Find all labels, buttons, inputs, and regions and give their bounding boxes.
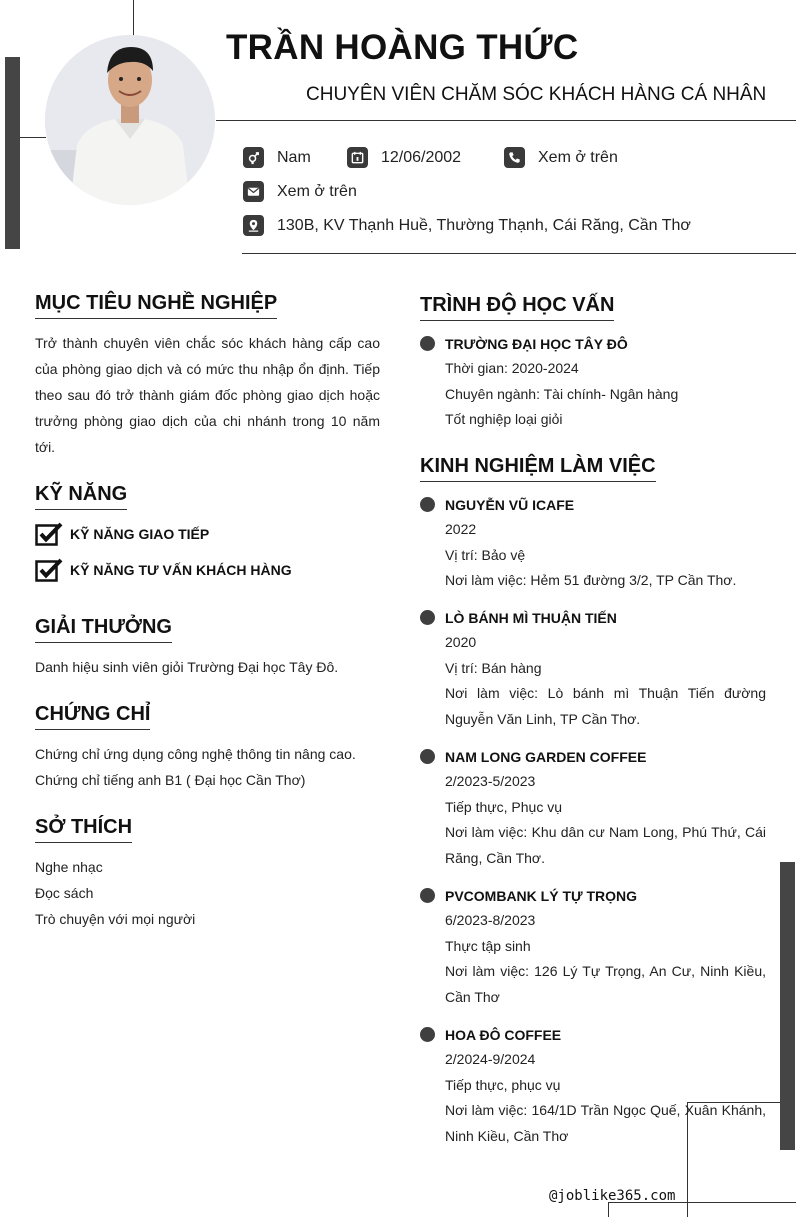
decorative-bar-right	[780, 862, 795, 1150]
work-period: 2/2024-9/2024	[445, 1051, 536, 1067]
experience-entry	[420, 886, 766, 1011]
avatar	[45, 35, 215, 205]
work-place: Nơi làm việc: Hẻm 51 đường 3/2, TP Cần Thơ.	[445, 572, 737, 589]
work-period: 2022	[445, 521, 477, 537]
decorative-bar-left	[5, 57, 20, 249]
header-divider	[216, 120, 796, 121]
profile-photo	[45, 35, 215, 205]
hobbies-heading: SỞ THÍCH	[35, 816, 132, 843]
bullet-dot	[420, 497, 435, 512]
address-value: 130B, KV Thạnh Huề, Thường Thạnh, Cái Răng, Cần Thơ	[277, 216, 691, 234]
work-place: Nơi làm việc: 126 Lý Tự Trọng, An Cư, Ninh Kiều, Cần Thơ	[445, 963, 766, 1006]
experience-heading: KINH NGHIỆM LÀM VIỆC	[420, 455, 656, 482]
contact-address	[243, 215, 691, 236]
experience-entry	[420, 495, 766, 594]
work-role: Tiếp thực, phục vụ	[445, 1076, 561, 1093]
work-period: 2020	[445, 634, 477, 650]
candidate-title: CHUYÊN VIÊN CHĂM SÓC KHÁCH HÀNG CÁ NHÂN	[306, 84, 767, 105]
education-heading: TRÌNH ĐỘ HỌC VẤN	[420, 294, 614, 321]
hobby-item: Trò chuyện với mọi người	[35, 911, 196, 927]
hobby-item: Nghe nhạc	[35, 859, 103, 875]
contact-phone	[504, 147, 618, 168]
education-entry	[420, 334, 766, 433]
experience-entry	[420, 747, 766, 872]
work-place: Nơi làm việc: Khu dân cư Nam Long, Phú Thứ, Cái Răng, Cần Thơ.	[445, 824, 766, 867]
company-name: NAM LONG GARDEN COFFEE	[445, 749, 647, 765]
watermark-text: @joblike365.com	[549, 1188, 676, 1204]
experience-entry	[420, 608, 766, 733]
skill-item	[35, 558, 292, 582]
work-period: 6/2023-8/2023	[445, 912, 536, 928]
work-place: Nơi làm việc: Lò bánh mì Thuận Tiến đường Nguyễn Văn Linh, TP Cần Thơ.	[445, 685, 766, 728]
objective-heading: MỤC TIÊU NGHỀ NGHIỆP	[35, 292, 277, 319]
certificate-item: Chứng chỉ tiếng anh B1 ( Đại học Cần Thơ)	[35, 772, 306, 788]
bullet-dot	[420, 1027, 435, 1042]
experience-entry	[420, 1025, 766, 1150]
awards-heading: GIẢI THƯỞNG	[35, 616, 172, 643]
company-name: HOA ĐÔ COFFEE	[445, 1027, 562, 1043]
work-role: Thực tập sinh	[445, 937, 531, 954]
company-name: PVCOMBANK LÝ TỰ TRỌNG	[445, 888, 638, 904]
skill-item	[35, 522, 209, 546]
gender-value: Nam	[277, 148, 311, 166]
education-grade: Tốt nghiệp loại giỏi	[445, 411, 563, 428]
email-value: Xem ở trên	[277, 182, 357, 200]
contact-birthdate	[347, 147, 461, 168]
email-icon	[243, 181, 264, 202]
work-role: Vị trí: Bán hàng	[445, 659, 542, 676]
bullet-dot	[420, 749, 435, 764]
skill-label: KỸ NĂNG GIAO TIẾP	[70, 526, 210, 542]
checkbox-check-icon	[35, 522, 63, 546]
contact-email	[243, 181, 357, 202]
birthdate-value: 12/06/2002	[381, 148, 462, 166]
phone-value: Xem ở trên	[538, 148, 618, 166]
skill-label: KỸ NĂNG TƯ VẤN KHÁCH HÀNG	[70, 562, 292, 578]
decorative-line	[608, 1202, 609, 1217]
calendar-icon	[347, 147, 368, 168]
certificate-item: Chứng chỉ ứng dụng công nghệ thông tin nâng cao.	[35, 746, 356, 762]
bullet-dot	[420, 610, 435, 625]
company-name: NGUYỄN VŨ ICAFE	[445, 497, 575, 513]
certificates-heading: CHỨNG CHỈ	[35, 703, 150, 730]
bullet-dot	[420, 888, 435, 903]
skills-heading: KỸ NĂNG	[35, 483, 127, 510]
work-role: Vị trí: Bảo vệ	[445, 546, 526, 563]
phone-icon	[504, 147, 525, 168]
decorative-line	[133, 0, 134, 36]
location-icon	[243, 215, 264, 236]
candidate-name: TRẦN HOÀNG THỨC	[226, 28, 579, 67]
decorative-line	[20, 137, 46, 138]
school-name: TRƯỜNG ĐẠI HỌC TÂY ĐÔ	[445, 336, 628, 352]
company-name: LÒ BÁNH MÌ THUẬN TIẾN	[445, 610, 617, 626]
contact-divider	[242, 253, 796, 254]
checkbox-check-icon	[35, 558, 63, 582]
objective-text: Trở thành chuyên viên chắc sóc khách hàng cấp cao của phòng giao dịch và có mức thu nhập ổn định. Tiếp theo sau đó trở thành giám đốc phòng giao dịch hoặc trưởng phòng giao dịch của chi nhánh trong 10 năm tới.	[35, 335, 380, 455]
contact-gender	[243, 147, 311, 168]
education-time: Thời gian: 2020-2024	[445, 360, 579, 376]
bullet-dot	[420, 336, 435, 351]
work-period: 2/2023-5/2023	[445, 773, 536, 789]
hobby-item: Đọc sách	[35, 885, 94, 901]
award-item: Danh hiệu sinh viên giỏi Trường Đại học Tây Đô.	[35, 659, 339, 675]
work-place: Nơi làm việc: 164/1D Trần Ngọc Quế, Xuân Khánh, Ninh Kiều, Cần Thơ	[445, 1102, 766, 1145]
work-role: Tiếp thực, Phục vụ	[445, 798, 563, 815]
education-major: Chuyên ngành: Tài chính- Ngân hàng	[445, 385, 679, 402]
gender-icon	[243, 147, 264, 168]
